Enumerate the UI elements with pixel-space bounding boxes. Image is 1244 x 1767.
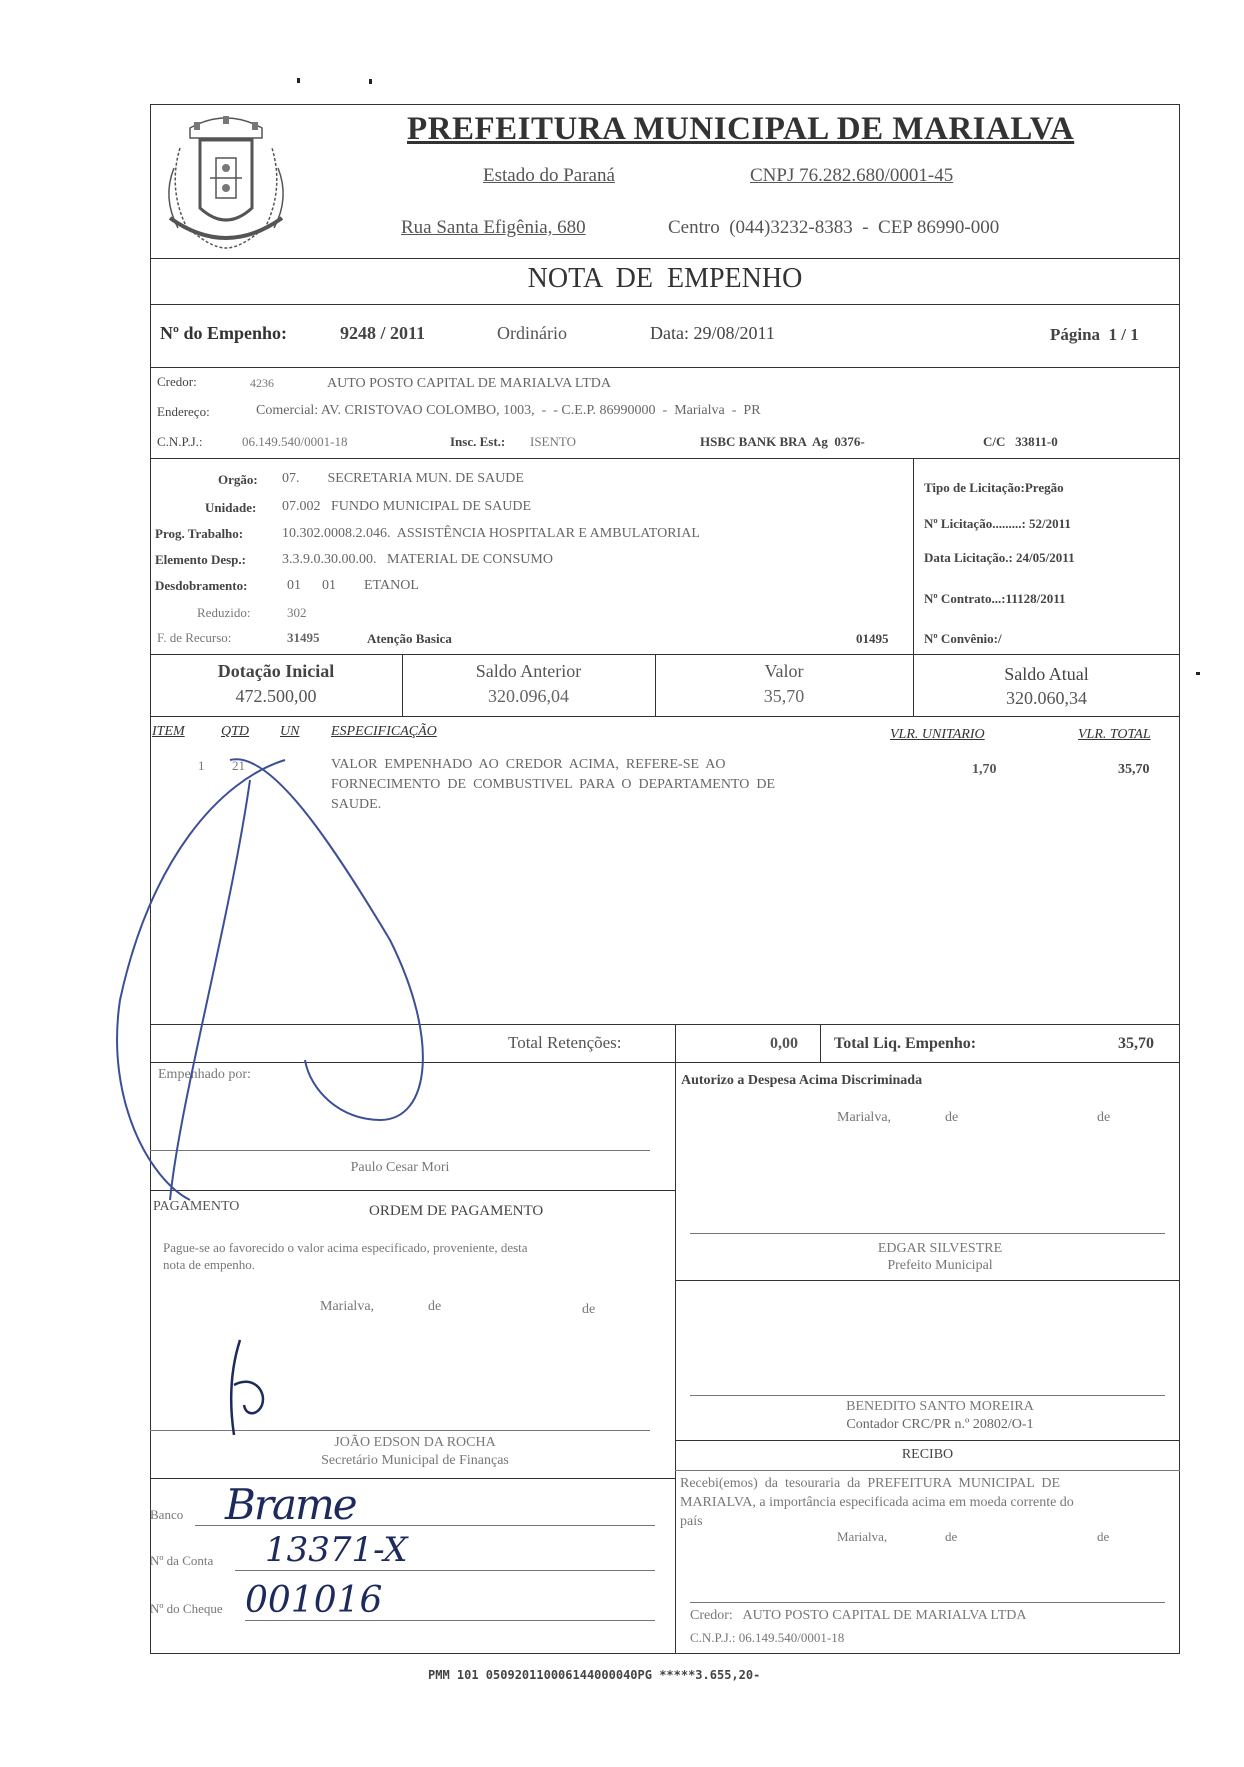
item-number: 1: [198, 758, 205, 773]
col-un-header: UN: [280, 724, 300, 739]
elemento-value: 3.3.9.0.30.00.00. MATERIAL DE CONSUMO: [282, 552, 553, 567]
credor-name: AUTO POSTO CAPITAL DE MARIALVA LTDA: [327, 376, 611, 391]
numero-licitacao: Nº Licitação.........: 52/2011: [924, 516, 1071, 531]
col-espec-header: ESPECIFICAÇÃO: [331, 724, 437, 739]
credor-code: 4236: [250, 376, 274, 390]
item-spec-line1: VALOR EMPENHADO AO CREDOR ACIMA, REFERE-SE AO: [331, 757, 726, 772]
divider: [675, 1024, 676, 1654]
recibo-text-line2: MARIALVA, a importância especificada acima em moeda corrente do: [680, 1495, 1074, 1510]
col-item-header: ITEM: [152, 724, 185, 739]
desdobramento-label: Desdobramento:: [155, 578, 248, 593]
credor-address: Comercial: AV. CRISTOVAO COLOMBO, 1003, - - C.E.P. 86990000 - Marialva - PR: [256, 403, 761, 418]
credor-label: Credor:: [157, 374, 197, 389]
contador-title: Contador CRC/PR n.º 20802/O-1: [846, 1417, 1034, 1432]
liquido-value: 35,70: [1118, 1035, 1154, 1052]
page-number: Página 1 / 1: [1050, 325, 1139, 344]
item-spec-line2: FORNECIMENTO DE COMBUSTIVEL PARA O DEPARTAMENTO DE: [331, 777, 776, 792]
elemento-label: Elemento Desp.:: [155, 552, 246, 567]
item-qtd: 21: [232, 758, 245, 773]
col-total-header: VLR. TOTAL: [1078, 727, 1151, 742]
street-address: Rua Santa Efigênia, 680: [401, 217, 586, 238]
saldo-atual-value: 320.060,34: [1006, 688, 1087, 708]
cheque-label: Nº do Cheque: [150, 1601, 223, 1616]
saldo-anterior-value: 320.096,04: [488, 686, 569, 706]
right-date-de-2: de: [1097, 1110, 1111, 1125]
recibo-text-line1: Recebi(emos) da tesouraria da PREFEITURA MUNICIPAL DE: [680, 1476, 1061, 1491]
insc-label: Insc. Est.:: [450, 434, 506, 449]
banco-handwriting: Brame: [225, 1480, 356, 1529]
bank-account: C/C 33811-0: [983, 434, 1058, 449]
dotacao-value: 472.500,00: [235, 686, 317, 706]
prog-label: Prog. Trabalho:: [155, 526, 244, 541]
empenho-date: Data: 29/08/2011: [650, 323, 775, 343]
recurso-value: 31495: [287, 630, 320, 645]
divider: [675, 1280, 1180, 1281]
recibo-date-de-2: de: [1097, 1529, 1110, 1544]
data-licitacao: Data Licitação.: 24/05/2011: [924, 550, 1075, 565]
col-unit-header: VLR. UNITARIO: [890, 727, 985, 742]
conta-line: [235, 1570, 655, 1571]
municipality-title: PREFEITURA MUNICIPAL DE MARIALVA: [407, 111, 1075, 147]
cnpj-label: C.N.P.J.:: [157, 434, 203, 449]
divider: [150, 304, 1180, 305]
orgao-value: 07. SECRETARIA MUN. DE SAUDE: [282, 471, 524, 486]
divider: [150, 367, 1180, 368]
state-label: Estado do Paraná: [483, 165, 615, 186]
signature-line: [690, 1395, 1165, 1396]
contador-name: BENEDITO SANTO MOREIRA: [846, 1399, 1034, 1414]
recibo-place-label: Marialva,: [837, 1529, 888, 1544]
document-title: NOTA DE EMPENHO: [527, 263, 803, 294]
right-date-de-1: de: [945, 1110, 959, 1125]
pagamento-label: PAGAMENTO: [153, 1199, 240, 1214]
divider: [150, 458, 1180, 459]
empenho-number-label: Nº do Empenho:: [160, 323, 287, 343]
numero-convenio: Nº Convênio:/: [924, 631, 1002, 646]
recibo-date-de-1: de: [945, 1529, 958, 1544]
prog-value: 10.302.0008.2.046. ASSISTÊNCIA HOSPITALAR E AMBULATORIAL: [282, 526, 700, 541]
place-label: Marialva,: [320, 1299, 375, 1314]
recibo-text-line3: país: [680, 1514, 703, 1529]
numero-contrato: Nº Contrato...:11128/2011: [924, 591, 1066, 606]
empenho-type: Ordinário: [497, 323, 567, 343]
cheque-handwriting: 001016: [245, 1580, 383, 1621]
empenhado-name: Paulo Cesar Mori: [350, 1160, 450, 1175]
saldo-anterior-label: Saldo Anterior: [475, 661, 582, 681]
recibo-cnpj: C.N.P.J.: 06.149.540/0001-18: [690, 1630, 845, 1645]
divider: [675, 1440, 1180, 1441]
reduzido-value: 302: [287, 605, 307, 620]
banco-label: Banco: [150, 1507, 184, 1522]
stray-mark: [1196, 672, 1200, 675]
empenhado-label: Empenhado por:: [158, 1067, 251, 1082]
item-spec-line3: SAUDE.: [331, 797, 382, 812]
saldo-atual-label: Saldo Atual: [1004, 664, 1089, 684]
unidade-value: 07.002 FUNDO MUNICIPAL DE SAUDE: [282, 499, 532, 514]
col-qtd-header: QTD: [221, 724, 250, 739]
liquido-label: Total Liq. Empenho:: [834, 1035, 977, 1052]
recurso-name: Atenção Basica: [367, 631, 452, 646]
stray-mark: [369, 79, 372, 84]
valor-label: Valor: [764, 661, 804, 681]
municipality-cnpj: CNPJ 76.282.680/0001-45: [750, 165, 954, 186]
document-code: PMM 101 050920110006144000040PG *****3.655,20-: [428, 1668, 761, 1682]
prefeito-name: EDGAR SILVESTRE: [877, 1241, 1003, 1256]
unidade-label: Unidade:: [205, 500, 257, 515]
valor-value: 35,70: [763, 686, 805, 706]
divider: [820, 1024, 821, 1062]
retencoes-label: Total Retenções:: [508, 1033, 622, 1052]
bank-info: HSBC BANK BRA Ag 0376-: [700, 434, 865, 449]
ordem-pagamento-label: ORDEM DE PAGAMENTO: [369, 1203, 544, 1219]
item-total-price: 35,70: [1118, 762, 1150, 777]
divider: [150, 1478, 675, 1479]
pague-text-line2: nota de empenho.: [163, 1257, 256, 1272]
recurso-code: 01495: [856, 631, 889, 646]
pague-text-line1: Pague-se ao favorecido o valor acima especificado, proveniente, desta: [163, 1240, 528, 1255]
divider: [150, 654, 1180, 655]
divider: [675, 1470, 1180, 1471]
conta-label: Nº da Conta: [150, 1553, 214, 1568]
signature-line: [690, 1233, 1165, 1234]
stray-mark: [297, 78, 300, 83]
right-place-label: Marialva,: [837, 1110, 892, 1125]
item-unit-price: 1,70: [972, 762, 997, 777]
recurso-label: F. de Recurso:: [157, 630, 232, 645]
empenho-number: 9248 / 2011: [340, 323, 426, 343]
credor-cnpj: 06.149.540/0001-18: [242, 434, 348, 449]
recibo-label: RECIBO: [901, 1447, 954, 1462]
tipo-licitacao: Tipo de Licitação:Pregão: [924, 480, 1064, 495]
recibo-credor: Credor: AUTO POSTO CAPITAL DE MARIALVA LTDA: [690, 1608, 1027, 1623]
dotacao-label: Dotação Inicial: [217, 661, 335, 681]
prefeito-title: Prefeito Municipal: [887, 1258, 993, 1273]
insc-value: ISENTO: [530, 434, 576, 449]
secretary-signature: [222, 1335, 292, 1445]
autorizo-label: Autorizo a Despesa Acima Discriminada: [681, 1073, 923, 1088]
secretary-title: Secretário Municipal de Finanças: [321, 1453, 509, 1468]
date-de-1: de: [428, 1299, 442, 1314]
divider: [913, 458, 914, 654]
signature-line: [690, 1602, 1165, 1603]
retencoes-value: 0,00: [770, 1035, 798, 1052]
divider: [150, 716, 1180, 717]
coat-of-arms-icon: [160, 108, 292, 254]
endereco-label: Endereço:: [157, 404, 210, 419]
secretary-name: JOÃO EDSON DA ROCHA: [334, 1435, 496, 1450]
date-de-2: de: [582, 1302, 596, 1317]
address-details: Centro (044)3232-8383 - CEP 86990-000: [668, 217, 1000, 238]
conta-handwriting: 13371-X: [265, 1530, 408, 1570]
reduzido-label: Reduzido:: [197, 605, 251, 620]
pen-loop-mark: [110, 720, 450, 1220]
desdobramento-value: 01 01 ETANOL: [287, 578, 419, 593]
divider: [150, 258, 1180, 259]
orgao-label: Orgão:: [218, 472, 258, 487]
